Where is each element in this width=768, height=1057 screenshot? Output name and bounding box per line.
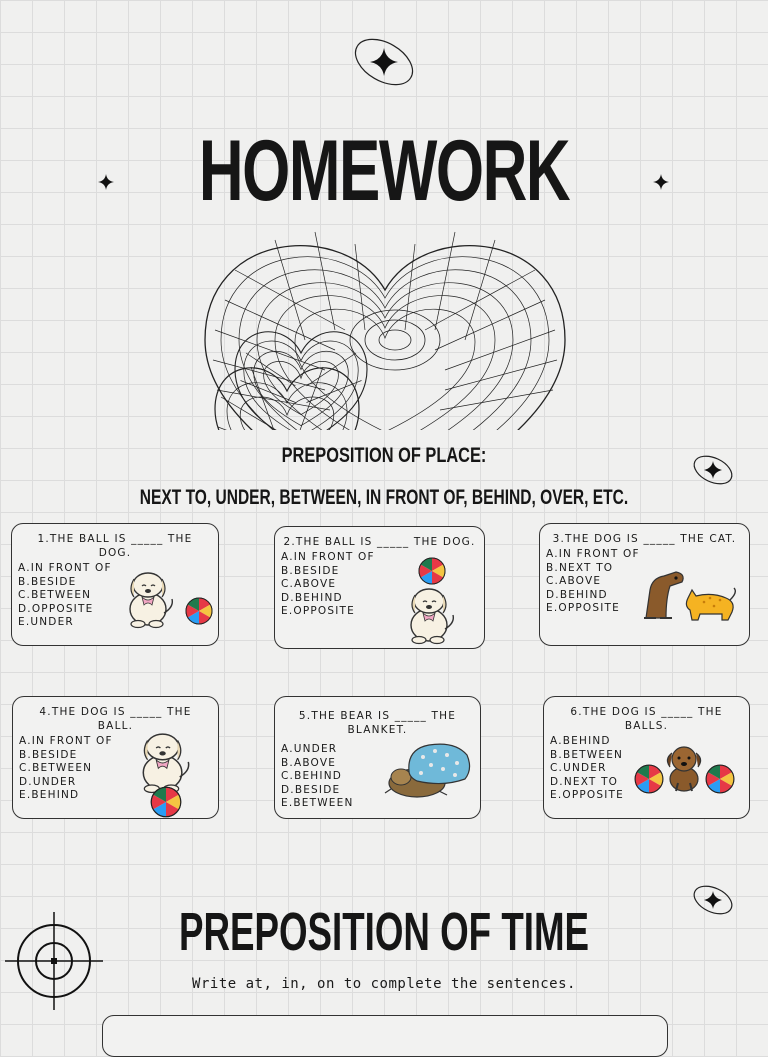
question-card-2 — [274, 526, 485, 649]
question-text: 1.THE BALL IS _____ THE DOG. — [37, 533, 193, 559]
option-a: A.BEHIND — [550, 735, 611, 747]
option-b: B.BETWEEN — [550, 748, 624, 761]
question-card-6 — [543, 696, 750, 819]
question-card-1 — [11, 523, 219, 646]
dog-icon — [407, 585, 463, 647]
option-e: E.OPPOSITE — [550, 789, 624, 802]
crosshair-icon — [5, 912, 103, 1010]
options-list — [18, 562, 212, 630]
option-c: C.BETWEEN — [19, 762, 93, 775]
option-b: B.BESIDE — [19, 748, 78, 761]
blanket-icon — [403, 741, 473, 787]
beach-ball-icon — [704, 763, 736, 795]
option-d: D.BESIDE — [281, 783, 341, 796]
sparkle-icon — [350, 32, 420, 92]
option-b: B.NEXT TO — [546, 561, 614, 574]
dog-icon — [636, 568, 688, 622]
option-b: B.ABOVE — [281, 756, 337, 769]
option-c: C.ABOVE — [546, 575, 602, 588]
option-e: E.BETWEEN — [281, 797, 354, 810]
question-text: 3.THE DOG IS _____ THE CAT. — [552, 533, 737, 545]
beach-ball-icon — [149, 785, 183, 819]
page-title: HOMEWORK — [198, 123, 570, 219]
dog-icon — [660, 743, 708, 795]
option-c: C.ABOVE — [281, 578, 337, 591]
option-b: B.BESIDE — [18, 575, 77, 588]
option-a: A.UNDER — [281, 743, 338, 755]
option-c: C.UNDER — [550, 762, 607, 775]
wireframe-heart-icon — [195, 220, 575, 432]
option-b: B.BESIDE — [281, 564, 340, 577]
question-text: 4.THE DOG IS _____ THE BALL. — [39, 706, 192, 732]
option-a: A.IN FRONT OF — [546, 548, 640, 560]
option-d: D.BEHIND — [281, 591, 343, 604]
option-e: E.UNDER — [18, 616, 74, 629]
time-heading: PREPOSITION OF TIME — [178, 902, 590, 962]
question-text: 2.THE BALL IS _____ THE DOG. — [283, 536, 476, 548]
option-c: C.BEHIND — [281, 770, 343, 783]
option-c: C.BETWEEN — [18, 589, 92, 602]
option-a: A.IN FRONT OF — [19, 735, 113, 747]
option-e: E.BEHIND — [19, 789, 80, 802]
beach-ball-icon — [184, 596, 214, 626]
option-d: D.OPPOSITE — [18, 602, 94, 615]
option-d: D.NEXT TO — [550, 775, 619, 788]
question-card-3 — [539, 523, 750, 646]
question-card-4 — [12, 696, 219, 819]
dog-icon — [126, 569, 182, 631]
cat-icon — [682, 586, 738, 622]
option-e: E.OPPOSITE — [546, 602, 620, 615]
option-d: D.BEHIND — [546, 588, 608, 601]
sparkle-icon — [690, 880, 736, 920]
place-heading: PREPOSITION OF PLACE: — [281, 444, 487, 467]
option-d: D.UNDER — [19, 775, 77, 788]
time-instruction: Write at, in, on to complete the sentences. — [192, 976, 576, 992]
option-a: A.IN FRONT OF — [281, 551, 375, 563]
place-list: NEXT TO, UNDER, BETWEEN, IN FRONT OF, BEHIND, OVER, ETC. — [139, 486, 629, 509]
option-e: E.OPPOSITE — [281, 605, 355, 618]
question-card-5 — [274, 696, 481, 819]
question-text: 5.THE BEAR IS _____ THE BLANKET. — [298, 710, 457, 736]
time-exercise-card — [102, 1015, 668, 1057]
question-text: 6.THE DOG IS _____ THE BALLS. — [570, 706, 723, 732]
beach-ball-icon — [417, 556, 447, 586]
sparkle-icon — [690, 450, 736, 490]
option-a: A.IN FRONT OF — [18, 562, 112, 574]
